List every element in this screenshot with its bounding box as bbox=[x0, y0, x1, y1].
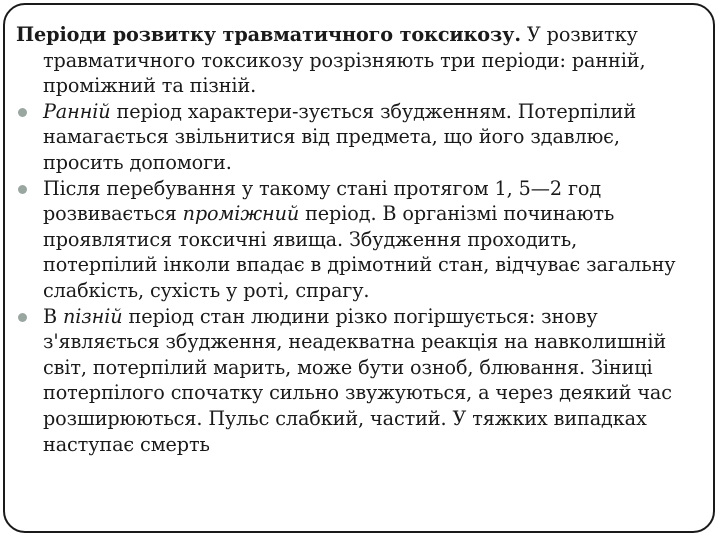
bullet-intermediate-after: період. В організмі починають проявлятися токсичні явища. Збудження проходить, потерпілий інколи впадає в дрімотний стан, відчуває загальну слабкість, сухість у роті, спрагу. bbox=[43, 202, 676, 302]
slide-body bbox=[16, 22, 688, 457]
bullet-item-intermediate bbox=[16, 176, 688, 304]
term-intermediate: проміжний bbox=[182, 202, 300, 226]
bullet-item-early bbox=[16, 99, 688, 176]
intro-heading: Періоди розвитку травматичного токсикозу. bbox=[16, 23, 521, 46]
term-late: пізній bbox=[63, 304, 123, 328]
bullet-late-after: період стан людини різко погіршується: знову з'являється збудження, неадекватна реакція на навколишній світ, потерпілий марить, може бути озноб, блювання. Зіниці потерпілого спочатку сильно звужуються, а через деякий час розширюються. Пульс слабкий, частий. У тяжких випадках наступає смерть bbox=[43, 304, 672, 456]
bullet-dot-icon bbox=[18, 108, 27, 117]
intro-paragraph bbox=[16, 22, 688, 99]
bullet-intermediate-before: Після перебування у такому стані протягом 1, 5—2 год розвивається bbox=[43, 176, 602, 226]
bullet-list bbox=[16, 99, 688, 457]
bullet-dot-icon bbox=[18, 313, 27, 322]
bullet-item-late bbox=[16, 304, 688, 458]
bullet-late-before: В bbox=[43, 304, 63, 328]
term-early: Ранній bbox=[43, 99, 111, 123]
bullet-dot-icon bbox=[18, 185, 27, 194]
bullet-early-text: період характери-зується збудженням. Потерпілий намагається звільнитися від предмета, що його здавлює, просить допомоги. bbox=[43, 99, 637, 174]
intro-text: У розвитку травматичного токсикозу розрізняють три періоди: ранній, проміжний та пізній. bbox=[43, 23, 646, 98]
